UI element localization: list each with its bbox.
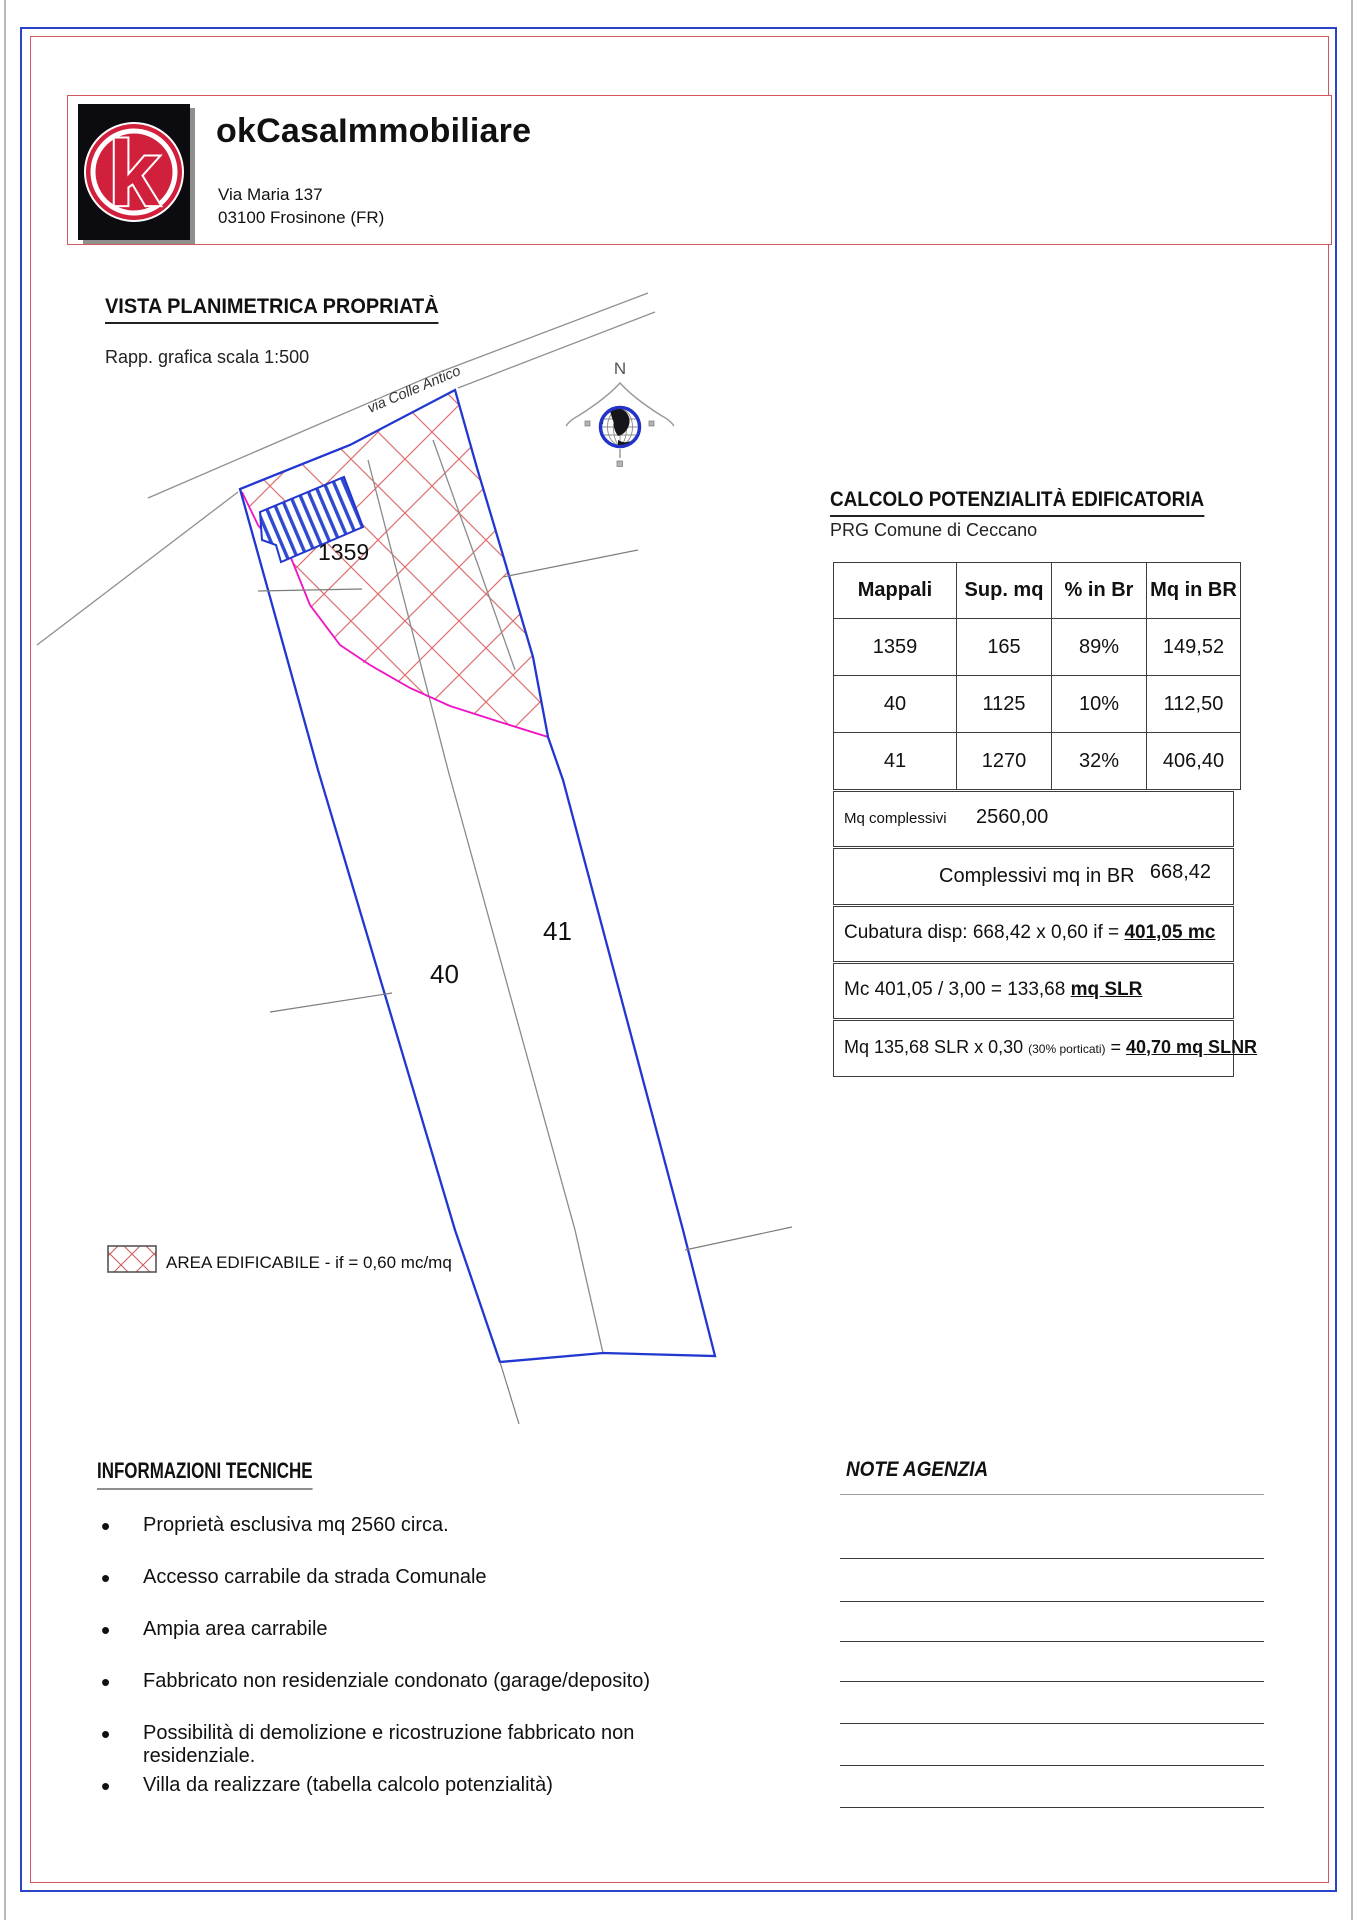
note-blank-line	[840, 1723, 1264, 1724]
cell-sup: 1125	[957, 676, 1052, 733]
compass-north-label: N	[613, 359, 627, 378]
cell-mappale: 41	[834, 733, 957, 790]
table-row	[834, 619, 1241, 676]
cell-pct: 10%	[1052, 676, 1147, 733]
notes-title: NOTE AGENZIA	[846, 1458, 989, 1481]
cell-mqbr: 406,40	[1147, 733, 1241, 790]
totals-mq-label: Mq complessivi	[844, 810, 947, 827]
cell-mappale: 40	[834, 676, 957, 733]
calc-subtitle: PRG Comune di Ceccano	[830, 520, 1038, 540]
calc-title: CALCOLO POTENZIALITÀ EDIFICATORIA	[830, 488, 1204, 517]
cell-sup: 1270	[957, 733, 1052, 790]
formula-result: mq SLR	[1070, 979, 1143, 1000]
formula-text: Mq 135,68 SLR x 0,30	[844, 1037, 1029, 1057]
note-blank-line	[840, 1807, 1264, 1808]
buildable-area-hatch	[240, 390, 548, 737]
parcel-label-41: 41	[543, 916, 572, 946]
parcel-label-40: 40	[430, 959, 459, 989]
list-item: • Ampia area carrabile	[97, 1618, 737, 1670]
list-item: • Accesso carrabile da strada Comunale	[97, 1566, 737, 1618]
note-blank-line	[840, 1601, 1264, 1602]
notes-title-underline	[840, 1494, 1264, 1495]
legend-hatch-swatch	[108, 1246, 156, 1272]
plan-legend	[108, 1246, 452, 1272]
formula-text: Cubatura disp: 668,42 x 0,60 if =	[844, 922, 1125, 943]
parcel-label-1359: 1359	[318, 539, 370, 565]
list-item: • Villa da realizzare (tabella calcolo potenzialità)	[97, 1774, 737, 1826]
cell-mqbr: 112,50	[1147, 676, 1241, 733]
agency-name: okCasaImmobiliare	[216, 112, 532, 150]
formula-text: Mc 401,05 / 3,00 = 133,68	[844, 979, 1071, 1000]
plan-title: VISTA PLANIMETRICA PROPRIATÀ	[105, 295, 439, 324]
table-row	[834, 676, 1241, 733]
list-item: • Proprietà esclusiva mq 2560 circa.	[97, 1514, 737, 1566]
totals-br-row	[833, 848, 1234, 905]
table-header-row	[834, 563, 1241, 619]
info-bullet-list	[97, 1514, 737, 1826]
address-line2: 03100 Frosinone (FR)	[218, 208, 385, 227]
info-title: INFORMAZIONI TECNICHE	[97, 1458, 313, 1490]
note-blank-line	[840, 1558, 1264, 1559]
col-header-mappali: Mappali	[834, 563, 957, 619]
cell-pct: 89%	[1052, 619, 1147, 676]
cell-mappale: 1359	[834, 619, 957, 676]
list-item: • Possibilità di demolizione e ricostruzione fabbricato non residenziale.	[97, 1722, 737, 1774]
address-line1: Via Maria 137	[218, 185, 323, 204]
formula-slr-row	[833, 963, 1234, 1019]
totals-br-label: Complessivi mq in BR	[939, 865, 1135, 887]
table-row	[834, 733, 1241, 790]
list-item: • Fabbricato non residenziale condonato (garage/deposito)	[97, 1670, 737, 1722]
totals-mq-row	[833, 791, 1234, 847]
note-blank-line	[840, 1641, 1264, 1642]
plan-scale-note: Rapp. grafica scala 1:500	[105, 347, 310, 367]
col-header-sup-mq: Sup. mq	[957, 563, 1052, 619]
formula-cubatura-row	[833, 906, 1234, 962]
logo-letter: k	[108, 123, 160, 225]
totals-br-value: 668,42	[1149, 861, 1211, 883]
cell-sup: 165	[957, 619, 1052, 676]
totals-mq-value: 2560,00	[976, 806, 1049, 828]
col-header-mq-br: Mq in BR	[1147, 563, 1241, 619]
cell-mqbr: 149,52	[1147, 619, 1241, 676]
road-name-label: via Colle Antico	[365, 363, 464, 417]
compass-rose-icon	[566, 359, 674, 467]
note-blank-line	[840, 1765, 1264, 1766]
formula-result: 40,70 mq SLNR	[1126, 1037, 1258, 1057]
calc-table	[833, 562, 1241, 790]
formula-result: 401,05 mc	[1124, 922, 1216, 943]
col-header-pct-br: % in Br	[1052, 563, 1147, 619]
legend-label: AREA EDIFICABILE - if = 0,60 mc/mq	[166, 1253, 452, 1272]
formula-slnr-row: Mq 135,68 SLR x 0,30 (30% porticati) = 40,70 mq SLNR	[833, 1020, 1234, 1077]
note-blank-line	[840, 1681, 1264, 1682]
cell-pct: 32%	[1052, 733, 1147, 790]
